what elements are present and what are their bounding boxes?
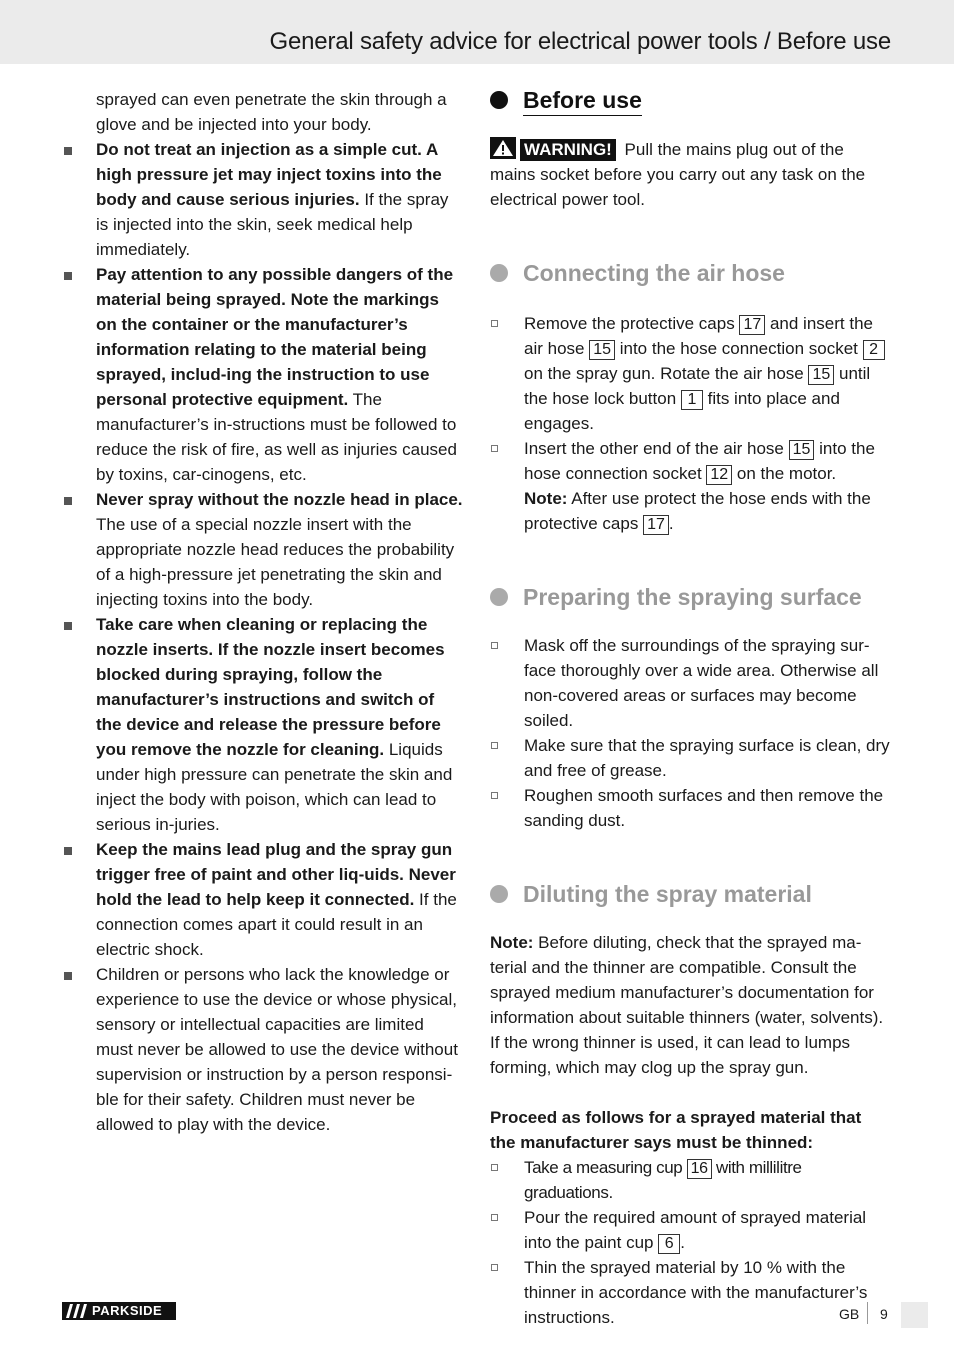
header-band xyxy=(0,0,954,64)
item-text: If the spray is injected into the skin, seek medical help immediately. xyxy=(96,190,449,259)
part-ref: 12 xyxy=(706,465,732,485)
item-text: until the hose lock button xyxy=(524,364,871,408)
list-item xyxy=(62,262,464,487)
square-bullet-icon xyxy=(64,497,72,505)
list-item xyxy=(62,962,464,1137)
note-text: After use protect the hose ends with the protective caps xyxy=(524,489,871,533)
language-code: GB xyxy=(839,1306,860,1322)
square-bullet-icon xyxy=(64,972,72,980)
item-text: fits into place and engages. xyxy=(524,389,840,433)
item-text: Insert the other end of the air hose xyxy=(524,439,789,458)
part-ref: 6 xyxy=(658,1234,680,1254)
item-text: Make sure that the spraying surface is clean, dry and free of grease. xyxy=(524,736,890,780)
square-bullet-icon xyxy=(64,147,72,155)
item-text: If the connection comes apart it could result in an electric shock. xyxy=(96,890,457,959)
item-text: Roughen smooth surfaces and then remove the sanding dust. xyxy=(524,786,884,830)
section-bullet-icon xyxy=(490,264,508,282)
item-text: Mask off the surroundings of the spraying sur-face thoroughly over a wide area. Otherwise all non-covered areas or surfaces may become soiled. xyxy=(524,636,879,730)
item-bold: Never spray without the nozzle head in place. xyxy=(96,490,463,509)
checkbox-bullet-icon xyxy=(491,792,498,799)
section-heading: Preparing the spraying surface xyxy=(523,584,862,610)
item-text: . xyxy=(680,1233,685,1252)
warning-triangle-icon xyxy=(490,137,516,159)
list-item xyxy=(490,1255,890,1330)
section-surface xyxy=(490,582,890,612)
item-bold: Do not treat an injection as a simple cut. A high pressure jet may inject toxins into the body and cause serious injuries. xyxy=(96,140,442,209)
section-bullet-icon xyxy=(490,588,508,606)
checkbox-bullet-icon xyxy=(491,642,498,649)
note-label: Note: xyxy=(524,489,568,508)
procedure-heading: Proceed as follows for a sprayed material that the manufacturer says must be thinned: xyxy=(490,1108,862,1152)
list-item xyxy=(62,137,464,262)
logo-stripes-icon xyxy=(66,1304,88,1318)
section-bullet-icon xyxy=(490,885,508,903)
part-ref: 17 xyxy=(643,515,669,535)
note-text: . xyxy=(668,514,674,533)
item-text: on the motor. xyxy=(732,464,837,483)
section-air-hose xyxy=(490,258,890,288)
part-ref: 15 xyxy=(789,440,815,460)
item-text: Take a measuring cup xyxy=(524,1158,687,1177)
page-number: 9 xyxy=(880,1306,888,1322)
item-text: into the hose connection socket xyxy=(524,439,875,483)
section-diluting xyxy=(490,879,890,909)
item-text: The manufacturer’s in-structions must be followed to reduce the risk of fire, as well as injuries caused by toxins, car-cinogens, etc. xyxy=(96,390,457,484)
list-item xyxy=(490,1155,890,1205)
list-item xyxy=(62,487,464,612)
brand-name: PARKSIDE xyxy=(92,1303,163,1318)
intro-text: sprayed can even penetrate the skin through a glove and be injected into your body. xyxy=(96,90,447,134)
page-title: General safety advice for electrical power tools / Before use xyxy=(269,28,891,55)
item-text: and insert the air hose xyxy=(524,314,873,358)
item-text: with millilitre graduations. xyxy=(524,1158,802,1202)
list-item xyxy=(490,1205,890,1255)
part-ref: 1 xyxy=(681,390,703,410)
list-item xyxy=(490,733,890,783)
section-heading: Connecting the air hose xyxy=(523,260,785,286)
checkbox-bullet-icon xyxy=(491,1264,498,1271)
item-bold: Pay attention to any possible dangers of the material being sprayed. Note the markings on the container or the manufacturer’s information relating to the material being sprayed, includ-ing the instruction to use personal protective equipment. xyxy=(96,265,454,409)
checkbox-bullet-icon xyxy=(491,742,498,749)
section-before-use xyxy=(490,85,890,115)
list-item xyxy=(62,612,464,837)
section-bullet-icon xyxy=(490,91,508,109)
square-bullet-icon xyxy=(64,622,72,630)
checkbox-bullet-icon xyxy=(491,1214,498,1221)
square-bullet-icon xyxy=(64,847,72,855)
footer-divider xyxy=(867,1302,868,1324)
item-text: Remove the protective caps xyxy=(524,314,740,333)
item-text: on the spray gun. Rotate the air hose xyxy=(524,364,809,383)
list-item xyxy=(490,436,890,486)
item-text: into the hose connection socket xyxy=(615,339,863,358)
item-text: Thin the sprayed material by 10 % with the thinner in accordance with the manufacturer’s instructions. xyxy=(524,1258,868,1327)
note-label: Note: xyxy=(490,933,534,952)
part-ref: 15 xyxy=(589,340,615,360)
item-text: Pour the required amount of sprayed material into the paint cup xyxy=(524,1208,867,1252)
item-text: Children or persons who lack the knowledge or experience to use the device or whose physical, sensory or intellectual capacities are limited must never be allowed to use the device without supervision or instruction by a person responsi-ble for their safety. Children must never be allowed to play with the device. xyxy=(96,965,458,1134)
warning-paragraph xyxy=(490,137,890,212)
item-bold: Take care when cleaning or replacing the nozzle inserts. If the nozzle insert becomes blocked during spraying, follow the manufacturer’s instructions and switch of the device and release the pressure before you remove the nozzle for cleaning. xyxy=(96,615,445,759)
item-text: Liquids under high pressure can penetrate the skin and inject the body with poison, which can lead to serious in-juries. xyxy=(96,740,453,834)
checkbox-bullet-icon xyxy=(491,320,498,327)
section-heading: Diluting the spray material xyxy=(523,881,812,907)
item-bold: Keep the mains lead plug and the spray gun trigger free of paint and other liq-uids. Never hold the lead to help keep it connected. xyxy=(96,840,456,909)
note-paragraph xyxy=(490,930,890,1080)
part-ref: 15 xyxy=(808,365,834,385)
square-bullet-icon xyxy=(64,272,72,280)
note-text: Before diluting, check that the sprayed ma-terial and the thinner are compatible. Consult the sprayed medium manufacturer’s documentation for information about suitable thinners (water, solvents). If the wrong thinner is used, it can lead to lumps forming, which may clog up the spray gun. xyxy=(490,933,884,1077)
part-ref: 16 xyxy=(687,1159,712,1179)
list-item xyxy=(490,783,890,833)
checkbox-bullet-icon xyxy=(491,445,498,452)
warning-label: WARNING! xyxy=(520,139,616,161)
footer-tab xyxy=(901,1302,928,1328)
left-column xyxy=(62,87,464,1137)
part-ref: 2 xyxy=(863,340,885,360)
warning-text: Pull the mains plug out of the mains socket before you carry out any task on the electrical power tool. xyxy=(490,140,866,209)
part-ref: 17 xyxy=(739,315,765,335)
list-item xyxy=(62,837,464,962)
section-heading: Before use xyxy=(523,87,642,116)
item-text: The use of a special nozzle insert with the appropriate nozzle head reduces the probability of a high-pressure jet penetrating the skin and injecting toxins into the body. xyxy=(96,515,455,609)
checkbox-bullet-icon xyxy=(491,1164,498,1171)
brand-logo xyxy=(62,1302,176,1320)
note-paragraph xyxy=(490,486,890,536)
list-item xyxy=(490,633,890,733)
right-column xyxy=(490,85,890,1330)
list-item xyxy=(490,311,890,436)
